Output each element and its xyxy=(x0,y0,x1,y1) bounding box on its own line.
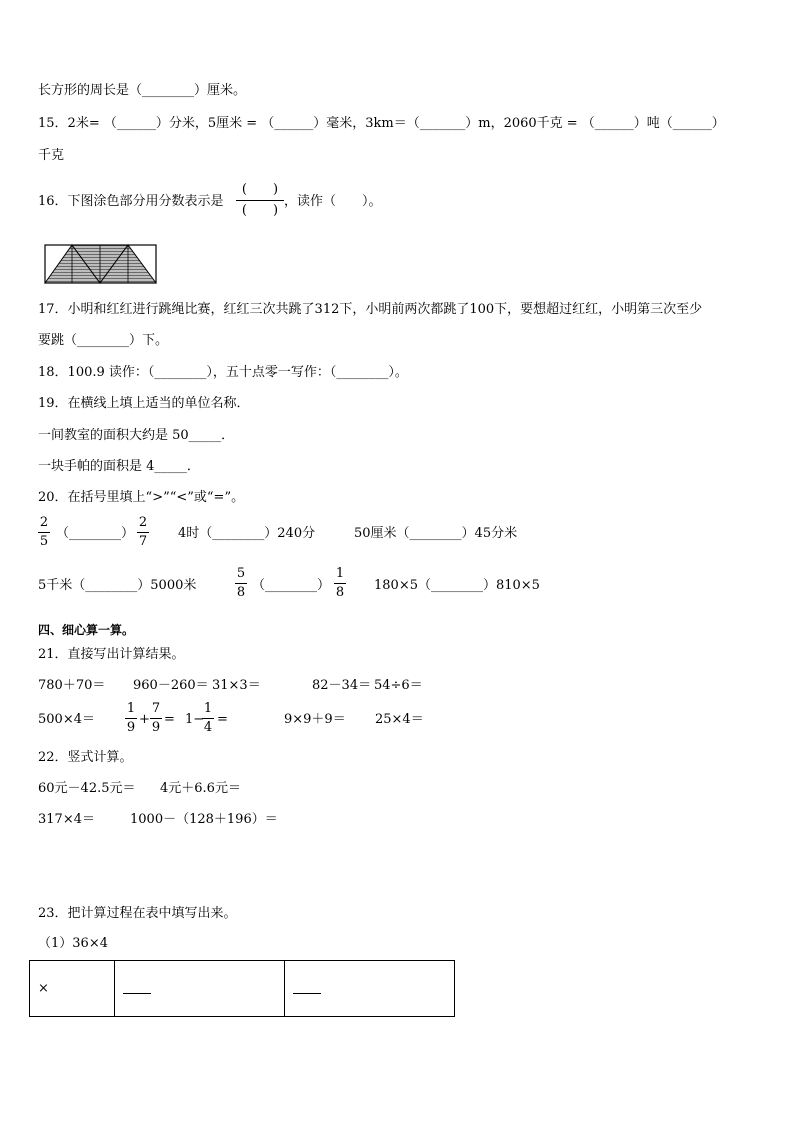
calc-4: 82－34＝ xyxy=(312,678,372,693)
q23: 23．把计算过程在表中填写出来。 xyxy=(38,906,237,921)
q20-item-4: 5千米（________）5000米 xyxy=(38,578,197,593)
q16-blank-fraction[interactable] xyxy=(236,182,284,219)
shaded-rectangle-figure xyxy=(44,244,158,284)
calc-10: 25×4＝ xyxy=(375,712,424,727)
table-sign-cell: × xyxy=(30,961,115,1017)
q21: 21．直接写出计算结果。 xyxy=(38,647,185,662)
q16-blank-numerator: ( ) xyxy=(241,182,279,197)
vertical-calc-3: 317×4＝ xyxy=(38,812,95,827)
q20-item-2: 4时（________）240分 xyxy=(178,526,316,541)
q16-blank-denominator: ( ) xyxy=(241,203,279,218)
calc-process-table xyxy=(29,960,455,1017)
section-4-heading: 四、细心算一算。 xyxy=(38,623,135,637)
q20: 20．在括号里填上“>”“<”或“=”。 xyxy=(38,490,245,505)
q16-text: 16．下图涂色部分用分数表示是 xyxy=(38,194,224,209)
calc-2: 960－260＝ xyxy=(133,678,209,693)
calc-9: 9×9＋9＝ xyxy=(284,712,346,727)
vertical-calc-4: 1000－（128＋196）＝ xyxy=(130,812,278,827)
q17-tail: 要跳（________）下。 xyxy=(38,333,169,348)
calc-5: 54÷6＝ xyxy=(374,678,423,693)
q19-b: 一块手帕的面积是 4_____． xyxy=(38,459,200,474)
table-answer-cell-2[interactable] xyxy=(285,961,455,1017)
answer-line xyxy=(123,979,151,994)
calc-1: 780＋70＝ xyxy=(38,678,106,693)
q20-blank-5[interactable]: （________） xyxy=(252,578,331,593)
vertical-calc-1: 60元－42.5元＝ xyxy=(38,781,136,796)
q14-tail: 长方形的周长是（________）厘米。 xyxy=(38,83,247,98)
q20-item-3: 50厘米（________）45分米 xyxy=(354,526,518,541)
q15: 15．2米= （______）分米，5厘米 = （______）毫米，3km＝（_______）m，2060千克 = （______）吨（______） xyxy=(38,116,725,131)
q16-read: ，读作（ ）。 xyxy=(284,194,382,209)
q19-a: 一间教室的面积大约是 50_____． xyxy=(38,428,235,443)
q18: 18．100.9 读作：（________），五十点零一写作：（________）。 xyxy=(38,365,408,380)
answer-line xyxy=(293,979,321,994)
q17: 17．小明和红红进行跳绳比赛，红红三次共跳了312下，小明前两次都跳了100下，要想超过红红，小明第三次至少 xyxy=(38,302,703,317)
calc-6: 500×4＝ xyxy=(38,712,95,727)
calc-7-equals: = xyxy=(164,712,175,727)
q23-sub: （1）36×4 xyxy=(38,936,108,951)
fraction-2-7: 2 7 xyxy=(138,515,148,549)
q15-tail: 千克 xyxy=(38,148,65,163)
calc-8-prefix: 1− xyxy=(185,712,205,727)
fraction-2-5: 2 5 xyxy=(39,515,49,549)
fraction-7-9: 7 9 xyxy=(151,701,161,735)
fraction-1-9: 1 9 xyxy=(126,701,136,735)
calc-3: 31×3＝ xyxy=(212,678,261,693)
q20-blank-1[interactable]: （________） xyxy=(56,526,135,541)
vertical-calc-2: 4元＋6.6元＝ xyxy=(160,781,241,796)
q20-item-6: 180×5（________）810×5 xyxy=(374,578,540,593)
q22: 22．竖式计算。 xyxy=(38,750,133,765)
calc-7-plus: + xyxy=(139,712,150,727)
fraction-1-4: 1 4 xyxy=(203,701,213,735)
fraction-1-8: 1 8 xyxy=(335,566,345,600)
q19: 19．在横线上填上适当的单位名称． xyxy=(38,396,250,411)
fraction-5-8: 5 8 xyxy=(236,566,246,600)
table-answer-cell-1[interactable] xyxy=(115,961,285,1017)
calc-8-equals: = xyxy=(217,712,228,727)
